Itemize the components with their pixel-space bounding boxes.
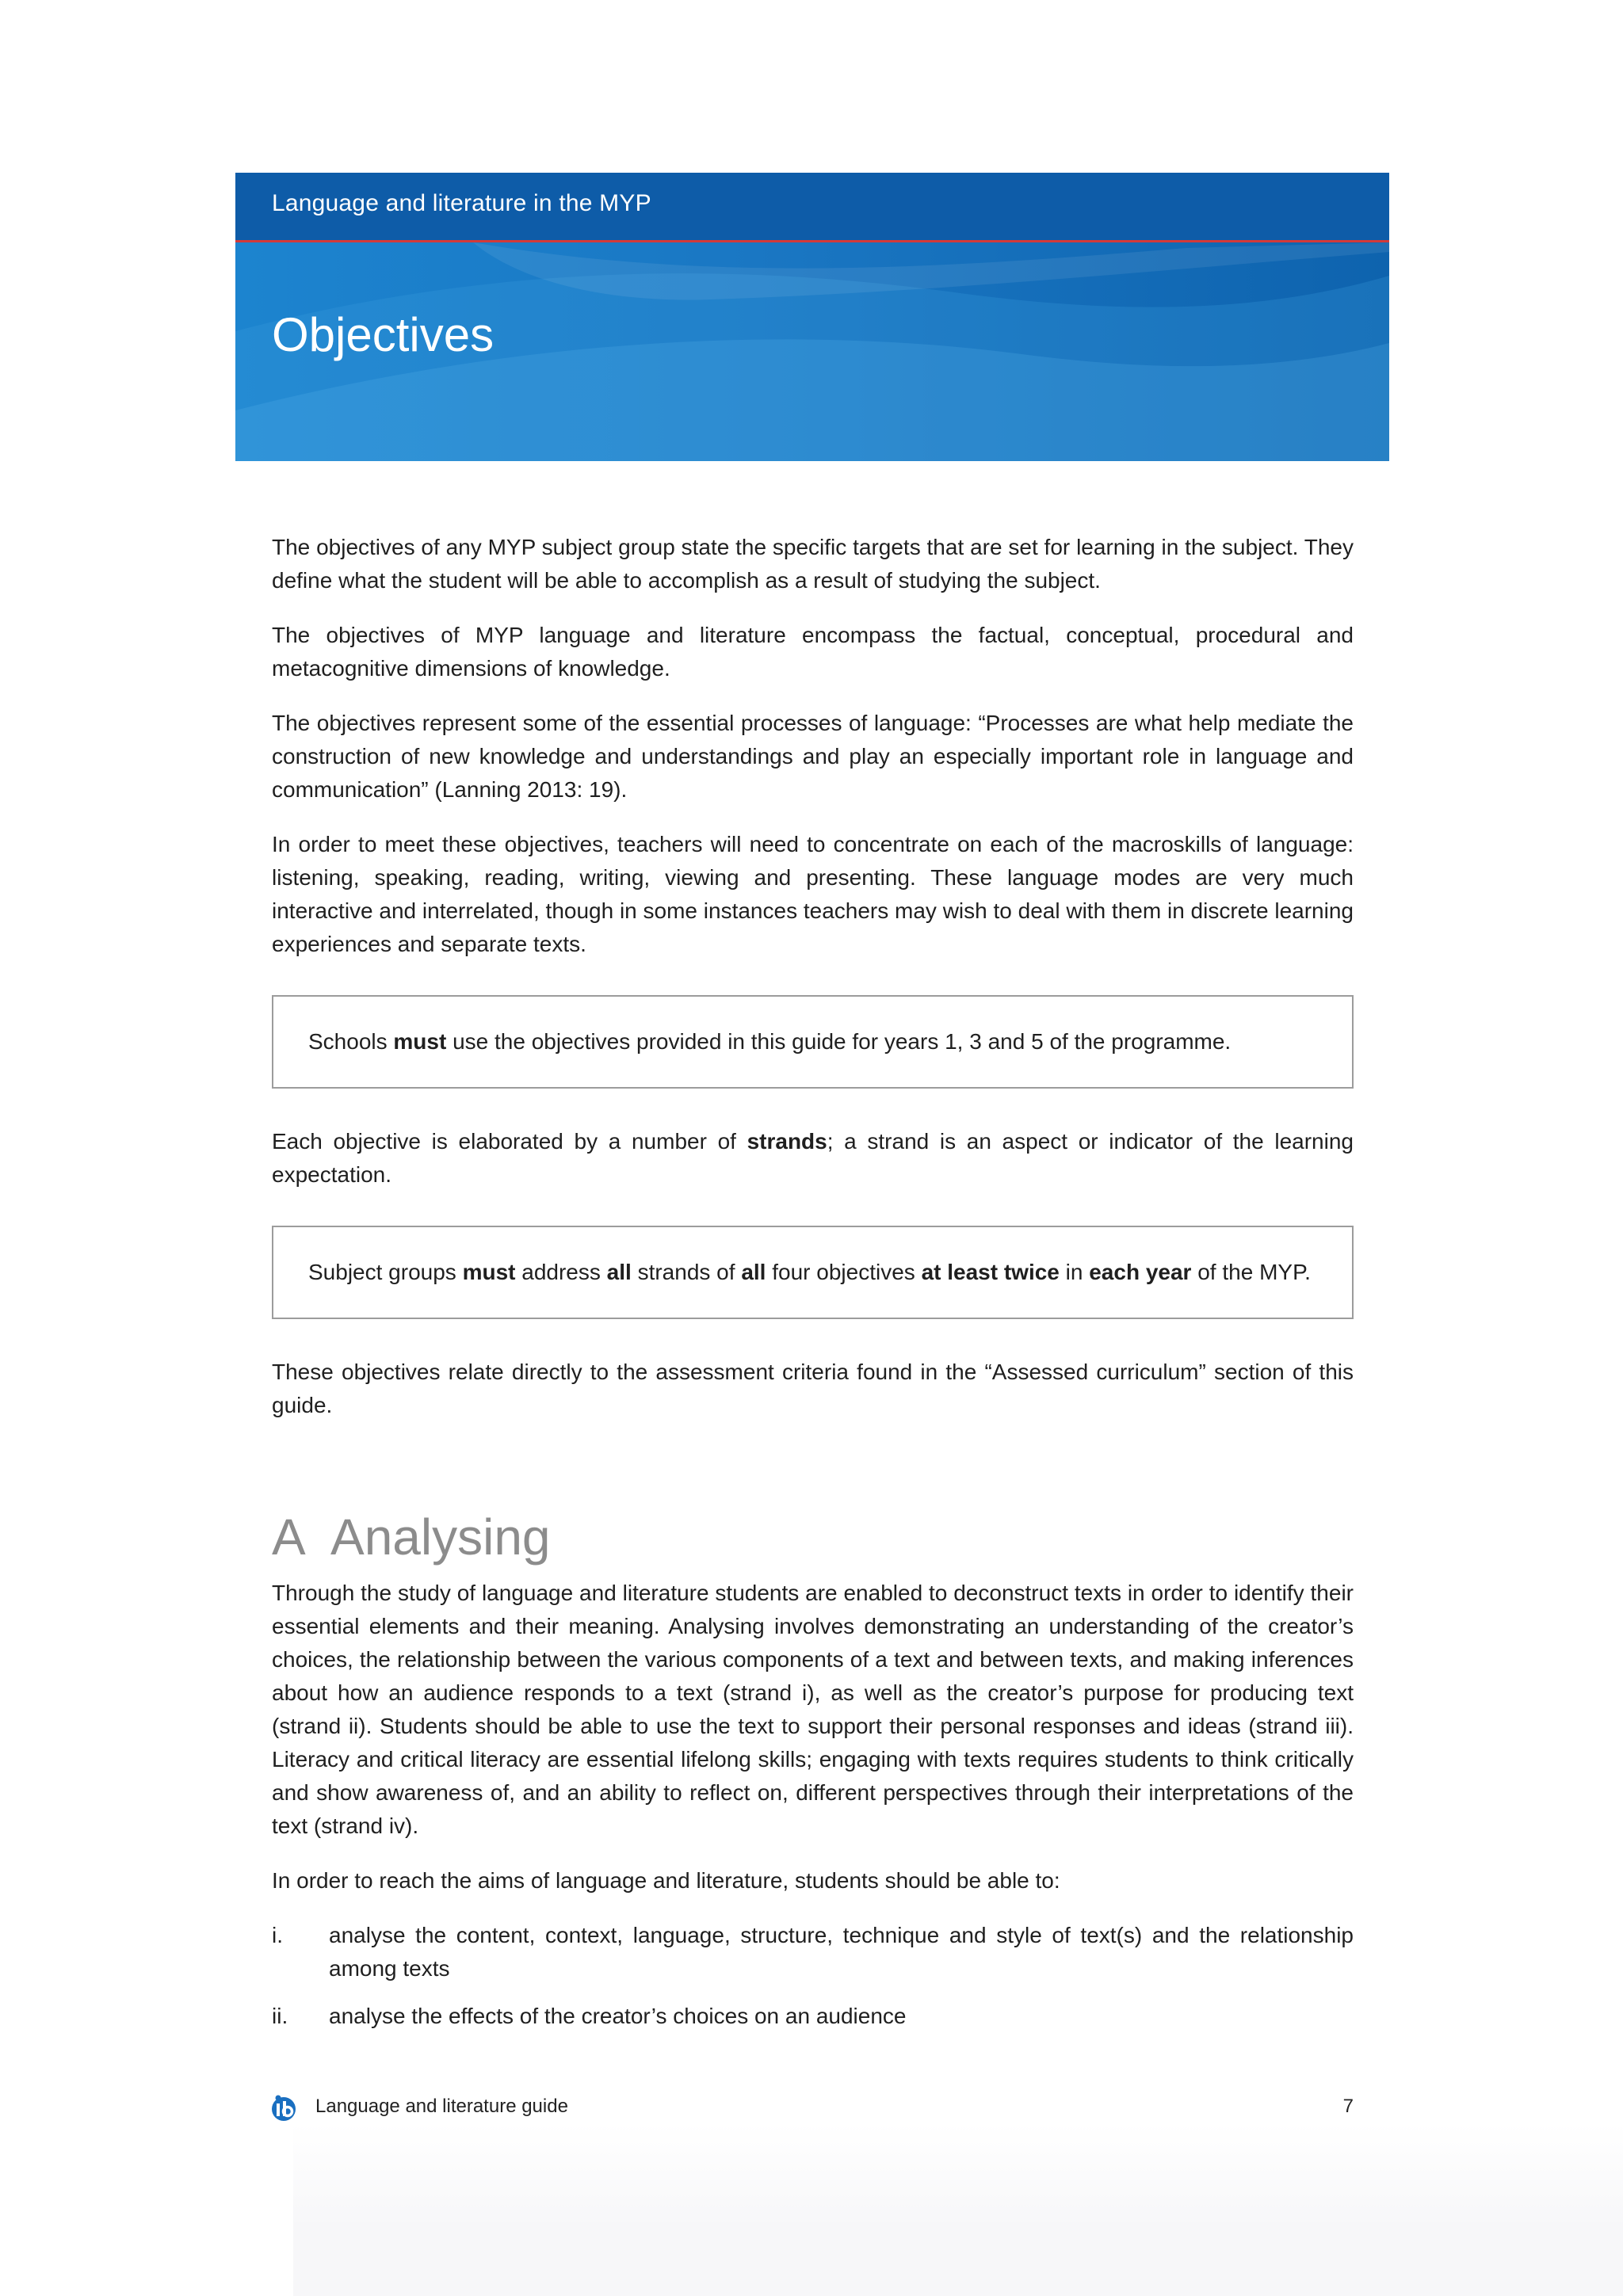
intro-paragraph-2: The objectives of MYP language and literature encompass the factual, conceptual, procedural and metacognitive dimensions of knowledge. <box>272 623 1354 681</box>
section-subtitle: Language and literature in the MYP <box>272 190 651 216</box>
list-item-number: ii. <box>272 2004 288 2028</box>
section-heading-analysing <box>272 1505 1354 1569</box>
intro-paragraph-4: In order to meet these objectives, teachers will need to concentrate on each of the macroskills of language: listening, speaking, reading, writing, viewing and presenting. These language modes are very much interactive and interrelated, though in some instances teachers may wish to deal with them in discrete learning experiences and separate texts. <box>272 832 1354 956</box>
note-text: Subject groups <box>308 1260 463 1284</box>
note-text: address <box>515 1260 607 1284</box>
intro-paragraph-1: The objectives of any MYP subject group state the specific targets that are set for learning in the subject. They define what the student will be able to accomplish as a result of studying the subject. <box>272 535 1354 593</box>
page-title: Objectives <box>272 308 495 361</box>
section-title: Analysing <box>330 1508 551 1566</box>
note-text: use the objectives provided in this guide for years 1, 3 and 5 of the programme. <box>446 1029 1232 1054</box>
requirement-note-box <box>272 995 1354 1089</box>
note-emphasis: must <box>462 1260 516 1284</box>
page-footer <box>269 2092 1354 2123</box>
note-emphasis: must <box>393 1029 447 1054</box>
note-emphasis: all <box>606 1260 632 1284</box>
strands-note-box <box>272 1226 1354 1319</box>
note-text: four objectives <box>766 1260 922 1284</box>
ib-logo-icon <box>269 2093 298 2122</box>
note-text: in <box>1059 1260 1090 1284</box>
page-number: 7 <box>1342 2096 1354 2117</box>
note-emphasis: at least twice <box>921 1260 1060 1284</box>
analysing-paragraph: Through the study of language and literature students are enabled to deconstruct texts in order to identify their essential elements and their meaning. Analysing involves demonstrating an understanding of the creator’s choices, the relationship between the various components of a text and between texts, and making inferences about how an audience responds to a text (strand i), as well as the creator’s purpose for producing text (strand ii). Students should be able to use the text to support their personal responses and ideas (strand iii). Literacy and critical literacy are essential lifelong skills; engaging with texts requires students to think critically and show awareness of, and an ability to reflect on, different perspectives through their interpretations of the text (strand iv). <box>272 1581 1354 1838</box>
strands-text: Each objective is elaborated by a number of <box>272 1129 747 1154</box>
note-text: of the MYP. <box>1191 1260 1311 1284</box>
strands-paragraph <box>272 1125 1354 1192</box>
note-text: strands of <box>631 1260 742 1284</box>
chapter-banner <box>235 173 1389 461</box>
list-item-text: analyse the content, context, language, structure, technique and style of text(s) and the relationship among texts <box>329 1923 1354 1981</box>
list-item-text: analyse the effects of the creator’s choices on an audience <box>329 2004 907 2028</box>
main-content <box>272 531 1354 2047</box>
page-bottom-shade <box>293 2123 1623 2296</box>
analysing-lead-in: In order to reach the aims of language and literature, students should be able to: <box>272 1868 1060 1893</box>
footer-guide-title: Language and literature guide <box>315 2096 568 2117</box>
strands-emphasis: strands <box>747 1129 827 1154</box>
objective-list-item <box>272 2000 1354 2033</box>
note-text: Schools <box>308 1029 394 1054</box>
section-letter: A <box>272 1508 306 1566</box>
assessment-relation-paragraph: These objectives relate directly to the assessment criteria found in the “Assessed curriculum” section of this guide. <box>272 1360 1354 1417</box>
list-item-number: i. <box>272 1923 283 1947</box>
note-emphasis: each year <box>1089 1260 1192 1284</box>
note-emphasis: all <box>741 1260 766 1284</box>
intro-paragraph-3: The objectives represent some of the essential processes of language: “Processes are what help mediate the construction of new knowledge and understandings and play an especially important role in language and communication” (Lanning 2013: 19). <box>272 711 1354 802</box>
strands-text: ; a strand is an aspect or indicator of the learning expectation. <box>272 1129 1354 1187</box>
objective-list-item <box>272 1919 1354 1985</box>
